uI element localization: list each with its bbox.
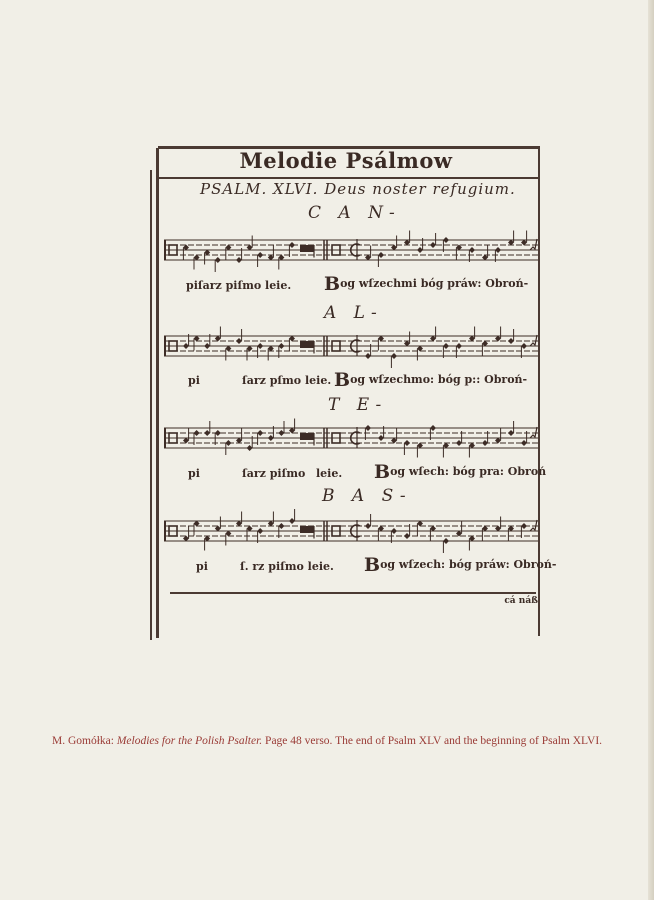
initial-letter: B (334, 369, 351, 391)
staff-tenor (164, 420, 538, 460)
lyric-text: og wſzechmi bóg práw: Obroń- (340, 277, 529, 290)
lyric-text: og wſzech: bóg práw: Obroń- (380, 558, 557, 571)
voice-label-tenor: T E- (328, 395, 388, 415)
voice-label-cantus: C A N- (308, 203, 401, 223)
lyric-cantus-left: piſarz piſmo leie. (186, 279, 292, 292)
caption-rest: Page 48 verso. The end of Psalm XLV and the beginning of Psalm XLVI. (265, 735, 603, 747)
staff-cantus (164, 232, 538, 272)
lyric-bassus-right (364, 554, 556, 576)
lyric-bassus-left-b: ſ. rz piſmo leie. (240, 560, 334, 573)
lyric-altus-right (334, 369, 527, 391)
figure-caption (0, 735, 654, 747)
left-outer-rule (150, 170, 152, 640)
voice-label-altus: A L- (324, 303, 383, 323)
voice-label-bassus: B A S- (322, 486, 412, 506)
lyric-text: og wſech: bóg pra: Obroń (390, 465, 547, 478)
lyric-text: og wſzechmo: bóg p:: Obroń- (350, 373, 528, 386)
initial-letter: B (324, 273, 341, 295)
music-plate (150, 140, 557, 645)
page-edge (648, 0, 654, 900)
bottom-rule (170, 592, 536, 594)
initial-letter: B (364, 554, 381, 576)
staff-bassus (164, 513, 538, 553)
plate-header-title: Melodie Psálmow (239, 148, 453, 173)
psalm-heading: PSALM. XLVI. Deus noster refugium. (200, 180, 516, 198)
lyric-tenor-left-c: leie. (316, 467, 343, 480)
lyric-altus-left-b: ſarz pſmo leie. (242, 374, 332, 387)
caption-author: M. Gomółka: (51, 735, 114, 747)
lyric-tenor-right (374, 461, 546, 483)
catchword: cá náß (504, 596, 538, 606)
caption-title: Melodies for the Polish Psalter. (116, 735, 263, 747)
lyric-tenor-left-a: pi (188, 467, 200, 480)
left-border-rule (156, 148, 159, 638)
lyric-tenor-left-b: ſarz piſmo (242, 467, 306, 480)
lyric-altus-left-a: pi (188, 374, 200, 387)
title-underline-rule (158, 177, 540, 179)
lyric-cantus-right (324, 273, 528, 295)
lyric-bassus-left-a: pi (196, 560, 208, 573)
staff-altus (164, 328, 538, 368)
initial-letter: B (374, 461, 391, 483)
